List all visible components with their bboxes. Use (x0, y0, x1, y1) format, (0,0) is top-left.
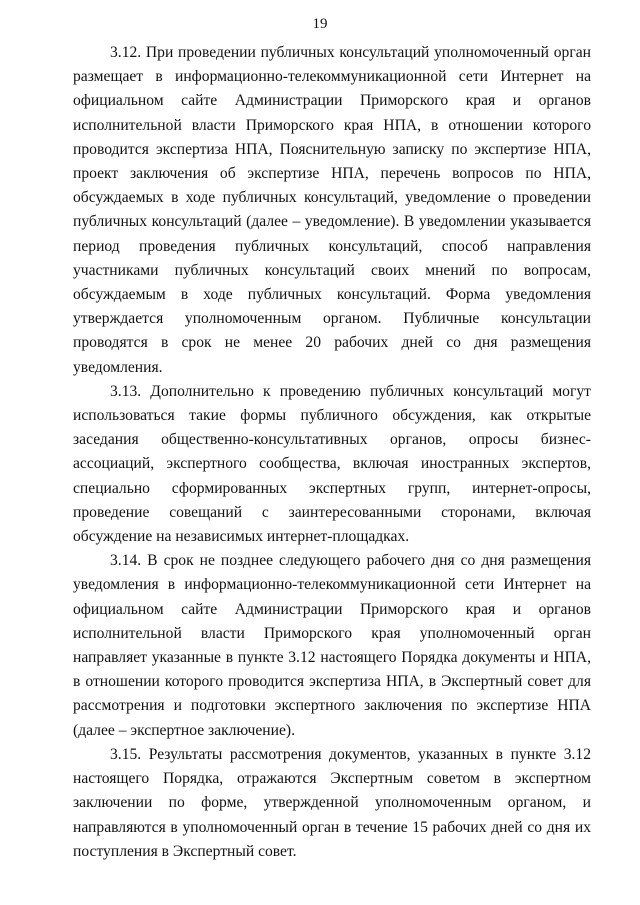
document-body (73, 41, 591, 864)
paragraph-3-15: 3.15. Результаты рассмотрения документов, указанных в пункте 3.12 настоящего Порядка, отражаются Экспертным советом в экспертном заключении по форме, утвержденной уполномоченным органом, и направляются в уполномоченный орган в течение 15 рабочих дней со дня их поступления в Экспертный совет. (73, 745, 591, 860)
paragraph-3-12: 3.12. При проведении публичных консультаций уполномоченный орган размещает в информационно-телекоммуникационной сети Интернет на официальном сайте Администрации Приморского края и органов исполнительной власти Приморского края НПА, в отношении которого проводится экспертиза НПА, Пояснительную записку по экспертизе НПА, проект заключения об экспертизе НПА, перечень вопросов по НПА, обсуждаемых в ходе публичных консультаций, уведомление о проведении публичных консультаций (далее – уведомление). В уведомлении указывается период проведения публичных консультаций, способ направления участниками публичных консультаций своих мнений по вопросам, обсуждаемым в ходе публичных консультаций. Форма уведомления утверждается уполномоченным органом. Публичные консультации проводятся в срок не менее 20 рабочих дней со дня размещения уведомления. (73, 44, 591, 376)
paragraph-3-14: 3.14. В срок не позднее следующего рабочего дня со дня размещения уведомления в информационно-телекоммуникационной сети Интернет на официальном сайте Администрации Приморского края и органов исполнительной власти Приморского края уполномоченный орган направляет указанные в пункте 3.12 настоящего Порядка документы и НПА, в отношении которого проводится экспертиза НПА, в Экспертный совет для рассмотрения и подготовки экспертного заключения по экспертизе НПА (далее – экспертное заключение). (73, 552, 591, 739)
page-number: 19 (312, 16, 328, 32)
paragraph-3-13: 3.13. Дополнительно к проведению публичных консультаций могут использоваться такие формы публичного обсуждения, как открытые заседания общественно-консультативных органов, опросы бизнес-ассоциаций, экспертного сообщества, включая иностранных экспертов, специально сформированных экспертных групп, интернет-опросы, проведение совещаний с заинтересованными сторонами, включая обсуждение на независимых интернет-площадках. (73, 382, 591, 546)
